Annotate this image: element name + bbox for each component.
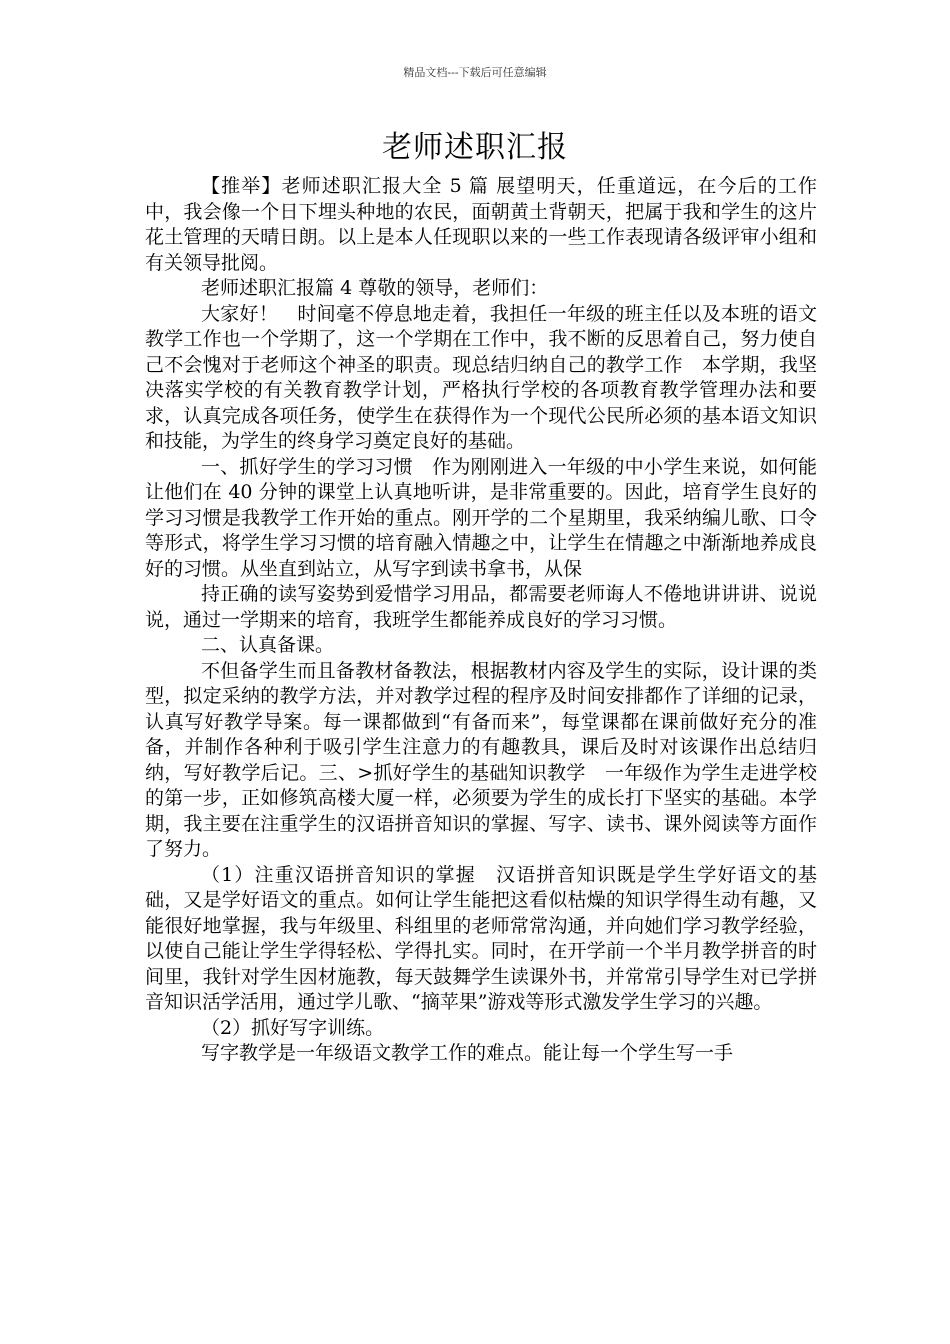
paragraph-8: （1）注重汉语拼音知识的掌握 汉语拼音知识既是学生学好语文的基础，又是学好语文的重点。如何让学生能把这看似枯燥的知识学得生动有趣，又能很好地掌握，我与年级里、科组里的老师常常沟通，并向她们学习教学经验，以使自己能让学生学得轻松、学得扎实。同时，在开学前一个半月教学拼音的时间里，我针对学生因材施教，每天鼓舞学生读课外书，并常常引导学生对已学拼音知识活学活用，通过学儿歌、“摘苹果”游戏等形式激发学生学习的兴趣。 — [145, 863, 817, 1013]
page-header: 精品文档---下载后可任意编辑 — [403, 66, 547, 79]
paragraph-4: 一、抓好学生的学习习惯 作为刚刚进入一年级的中小学生来说，如何能让他们在 40 分钟的课堂上认真地听讲，是非常重要的。因此，培育学生良好的学习习惯是我教学工作开始的重点。刚开学的二个星期里，我采纳编儿歌、口令等形式，将学生学习习惯的培育融入情趣之中，让学生在情趣之中渐渐地养成良好的习惯。从坐直到站立，从写字到读书拿书，从保 — [145, 455, 817, 580]
paragraph-10: 写字教学是一年级语文教学工作的难点。能让每一个学生写一手 — [201, 1042, 734, 1064]
paragraph-9: （2）抓好写字训练。 — [201, 1016, 385, 1039]
document-title: 老师述职汇报 — [382, 130, 568, 165]
paragraph-6: 二、认真备课。 — [201, 634, 335, 656]
paragraph-7: 不但备学生而且备教材备教法，根据教材内容及学生的实际，设计课的类型，拟定采纳的教学方法，并对教学过程的程序及时间安排都作了详细的记录，认真写好教学导案。每一课都做到“有备而来”，每堂课都在课前做好充分的准备，并制作各种利于吸引学生注意力的有趣教具，课后及时对该课作出总结归纳，写好教学后记。三、>抓好学生的基础知识教学 一年级作为学生走进学校的第一步，正如修筑高楼大厦一样，必须要为学生的成长打下坚实的基础。本学期，我主要在注重学生的汉语拼音知识的掌握、写字、读书、课外阅读等方面作了努力。 — [145, 659, 817, 860]
paragraph-2: 老师述职汇报篇 4 尊敬的领导，老师们： — [201, 277, 549, 299]
paragraph-1: 【推举】老师述职汇报大全 5 篇 展望明天，任重道远，在今后的工作中，我会像一个日下埋头种地的农民，面朝黄土背朝天，把属于我和学生的这片花土管理的天晴日朗。以上是本人任现职以来的一些工作表现请各级评审小组和有关领导批阅。 — [145, 175, 817, 274]
paragraph-3: 大家好！ 时间毫不停息地走着，我担任一年级的班主任以及本班的语文教学工作也一个学期了，这一个学期在工作中，我不断的反思着自己，努力使自己不会愧对于老师这个神圣的职责。现总结归纳自己的教学工作 本学期，我坚决落实学校的有关教育教学计划，严格执行学校的各项教育教学管理办法和要求，认真完成各项任务，使学生在获得作为一个现代公民所必须的基本语文知识和技能，为学生的终身学习奠定良好的基础。 — [145, 302, 817, 452]
paragraph-5: 持正确的读写姿势到爱惜学习用品，都需要老师诲人不倦地讲讲讲、说说说，通过一学期来的培育，我班学生都能养成良好的学习习惯。 — [145, 583, 817, 631]
document-body — [145, 174, 817, 1067]
